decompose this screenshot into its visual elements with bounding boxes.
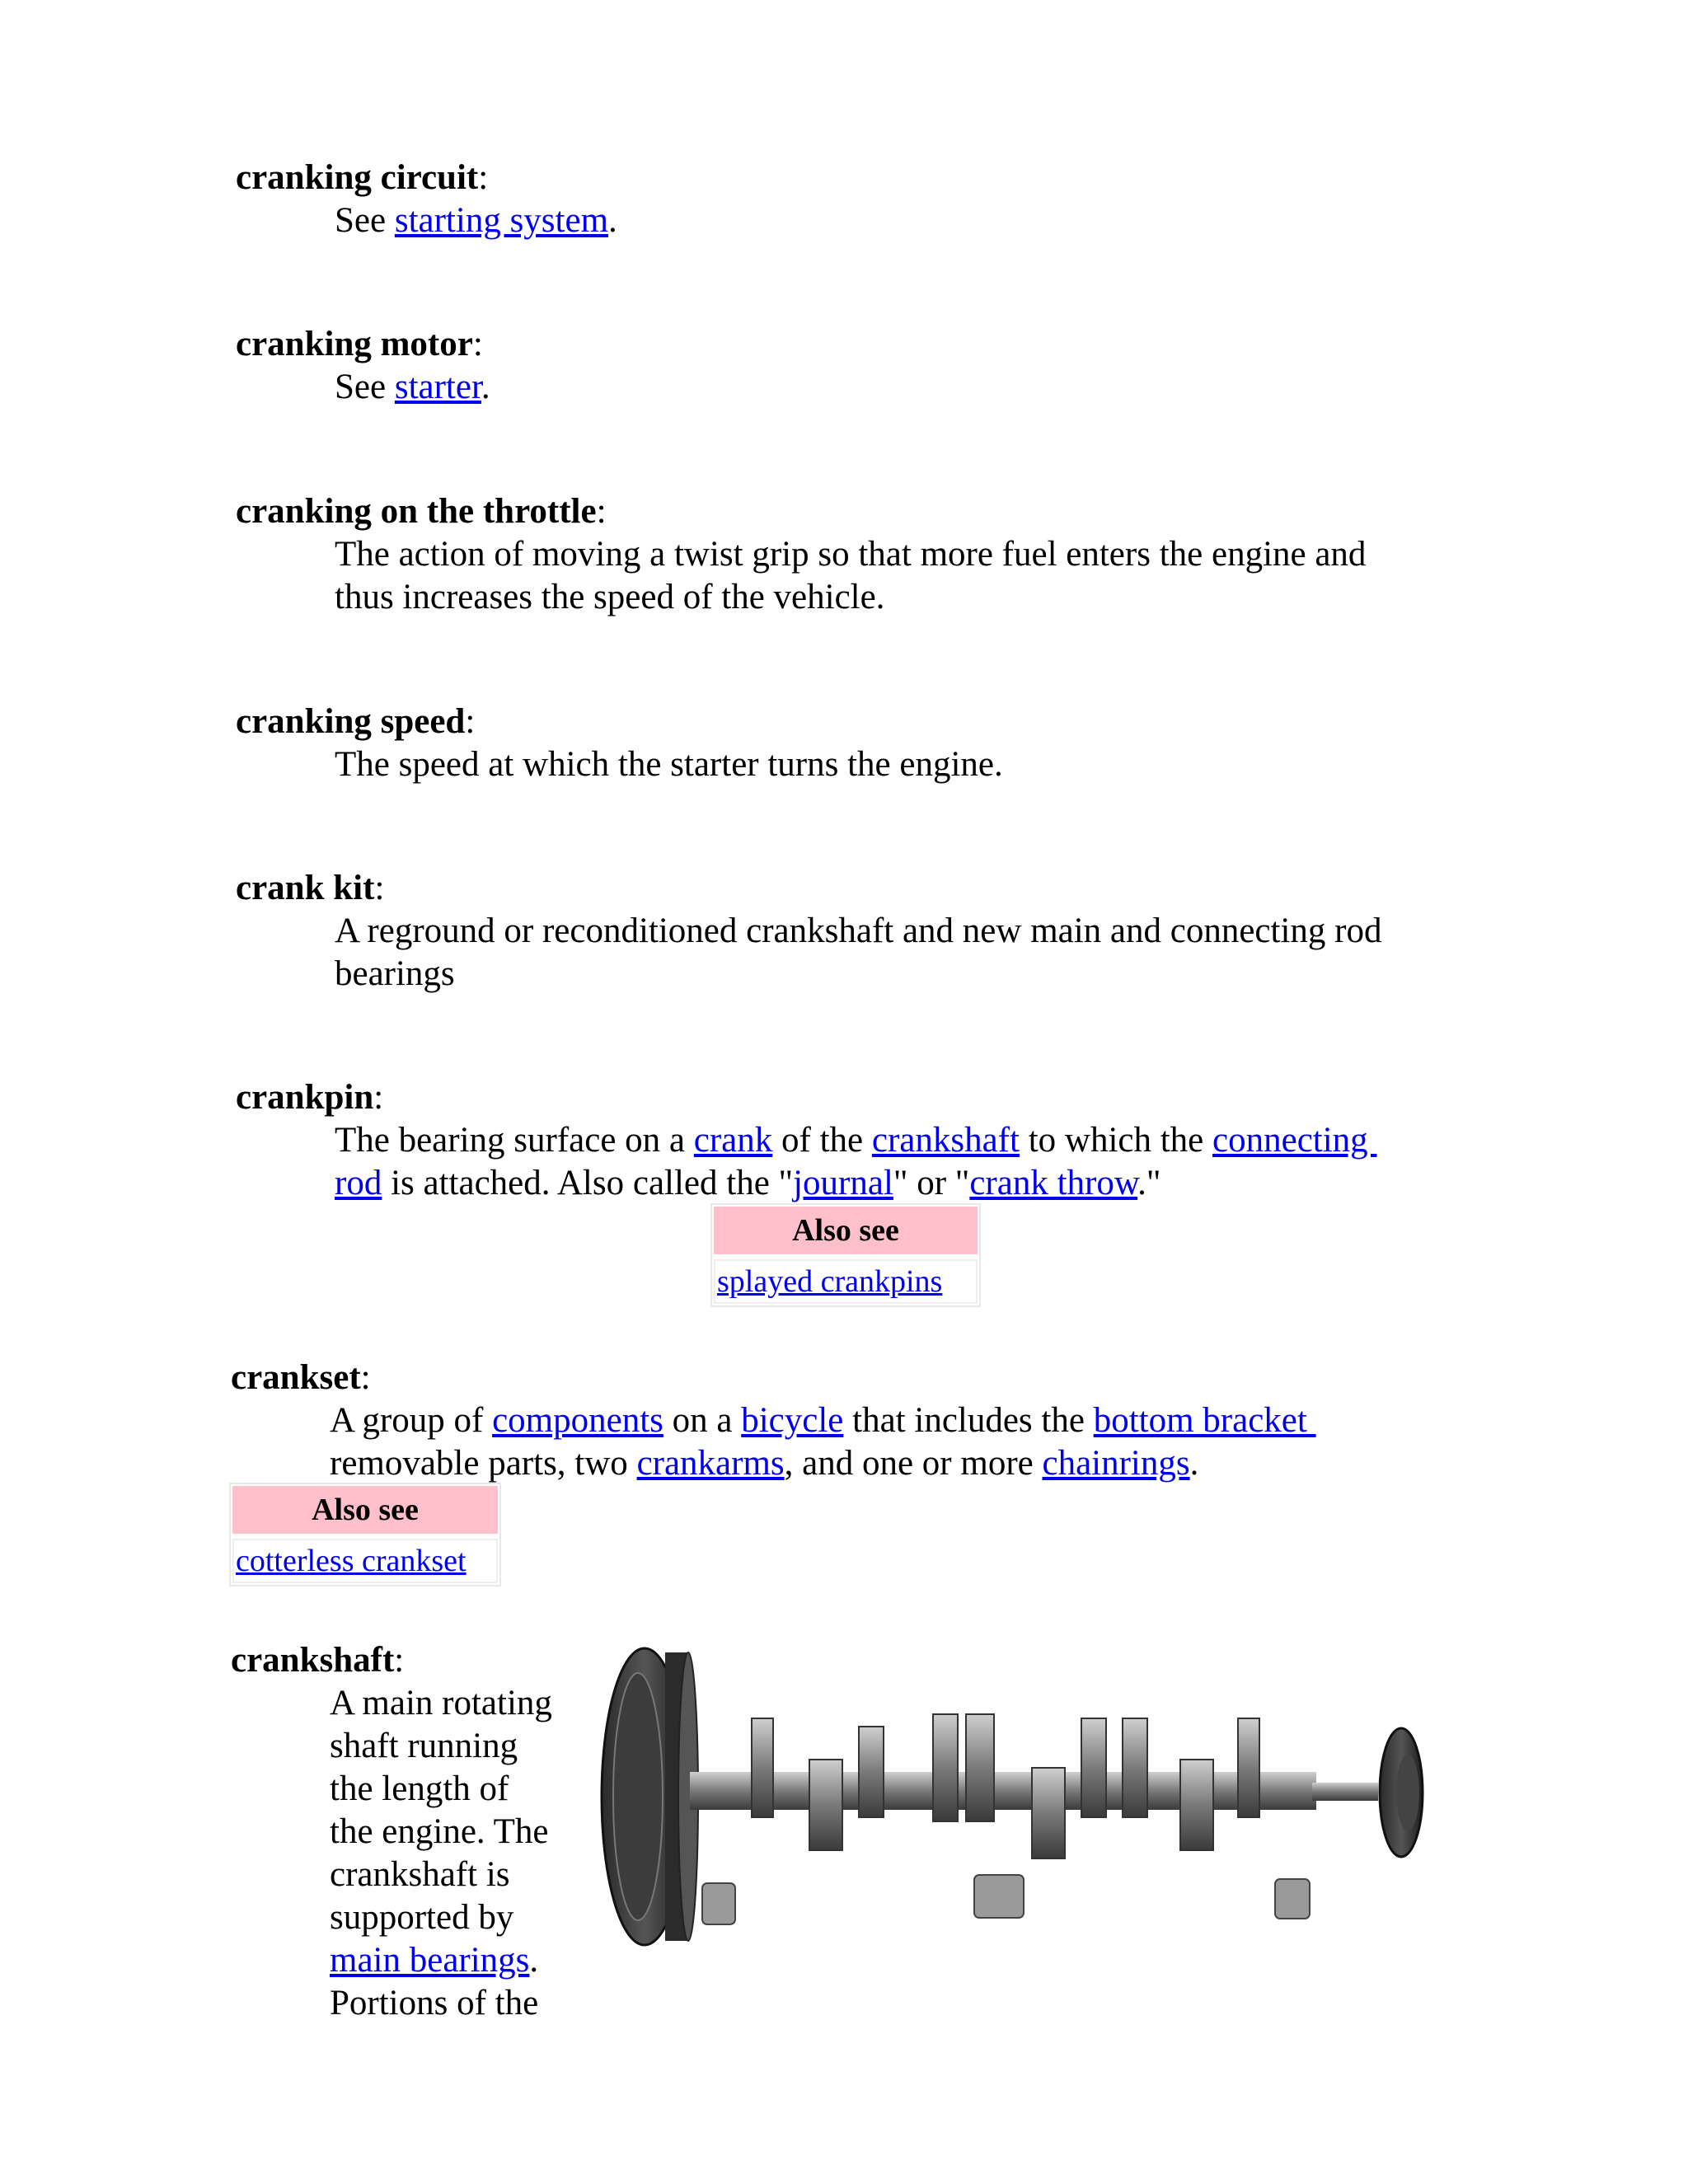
definition-line: main bearings. [330, 1941, 539, 1980]
definition-line: A main rotating [330, 1684, 552, 1722]
definition-line: shaft running [330, 1727, 518, 1765]
definition-line: thus increases the speed of the vehicle. [335, 578, 885, 616]
definition-crankset [330, 1399, 1316, 1485]
also-see-cell [714, 1259, 978, 1304]
term-crank-kit: crank kit: [236, 869, 385, 907]
definition-cranking-motor: See starter. [335, 368, 490, 406]
definition-cranking-speed: The speed at which the starter turns the engine. [335, 745, 1003, 784]
definition-line: bearings [335, 954, 455, 993]
link-cotterless-crankset[interactable]: cotterless crankset [236, 1544, 467, 1578]
link-journal[interactable]: journal [793, 1164, 893, 1202]
link-chainrings[interactable]: chainrings [1042, 1444, 1190, 1483]
definition-crank-kit [335, 910, 1381, 996]
link-crankshaft[interactable]: crankshaft [871, 1121, 1020, 1160]
link-bottom-bracket[interactable]: bottom bracket [1093, 1401, 1316, 1440]
term-cranking-speed: cranking speed: [236, 702, 476, 741]
definition-crankshaft [330, 1682, 552, 2025]
definition-crankpin [335, 1119, 1376, 1205]
also-see-cell [232, 1539, 498, 1583]
link-bicycle[interactable]: bicycle [741, 1401, 844, 1440]
link-starting-system[interactable]: starting system [394, 201, 609, 240]
link-crank[interactable]: crank [693, 1121, 773, 1160]
link-connecting-rod-cont[interactable]: rod [335, 1164, 382, 1202]
definition-line: rod is attached. Also called the "journal" or "crank throw." [335, 1164, 1161, 1202]
term-crankshaft: crankshaft: [231, 1641, 405, 1680]
definition-line: Portions of the [330, 1984, 539, 2022]
also-see-header: Also see [232, 1486, 498, 1534]
term-cranking-circuit: cranking circuit: [236, 158, 489, 197]
link-connecting-rod[interactable]: connecting [1212, 1121, 1377, 1160]
term-cranking-motor: cranking motor: [236, 325, 483, 363]
definition-line: A reground or reconditioned crankshaft and new main and connecting rod [335, 912, 1382, 950]
definition-cranking-circuit: See starting system. [335, 201, 617, 240]
term-crankset: crankset: [231, 1358, 371, 1397]
term-cranking-on-the-throttle: cranking on the throttle: [236, 492, 607, 531]
link-starter[interactable]: starter [394, 368, 481, 406]
also-see-header: Also see [714, 1207, 978, 1254]
crankshaft-illustration [587, 1636, 1454, 1957]
definition-line: The action of moving a twist grip so that more fuel enters the engine and [335, 535, 1367, 574]
definition-line: supported by [330, 1898, 514, 1937]
also-see-box-crankpin [710, 1203, 981, 1307]
definition-line: crankshaft is [330, 1855, 510, 1894]
term-crankpin: crankpin: [236, 1078, 384, 1117]
definition-cranking-on-the-throttle [335, 533, 1366, 619]
link-components[interactable]: components [492, 1401, 663, 1440]
link-crank-throw[interactable]: crank throw [969, 1164, 1138, 1202]
also-see-box-crankset [229, 1483, 501, 1586]
link-splayed-crankpins[interactable]: splayed crankpins [717, 1264, 943, 1299]
definition-line: the engine. The [330, 1812, 549, 1851]
definition-line: the length of [330, 1769, 509, 1808]
definition-line: A group of components on a bicycle that includes the bottom bracket [330, 1401, 1316, 1440]
definition-line: The bearing surface on a crank of the crankshaft to which the connecting [335, 1121, 1377, 1160]
link-crankarms[interactable]: crankarms [636, 1444, 785, 1483]
definition-line: removable parts, two crankarms, and one or more chainrings. [330, 1444, 1199, 1483]
link-main-bearings[interactable]: main bearings [330, 1941, 530, 1980]
